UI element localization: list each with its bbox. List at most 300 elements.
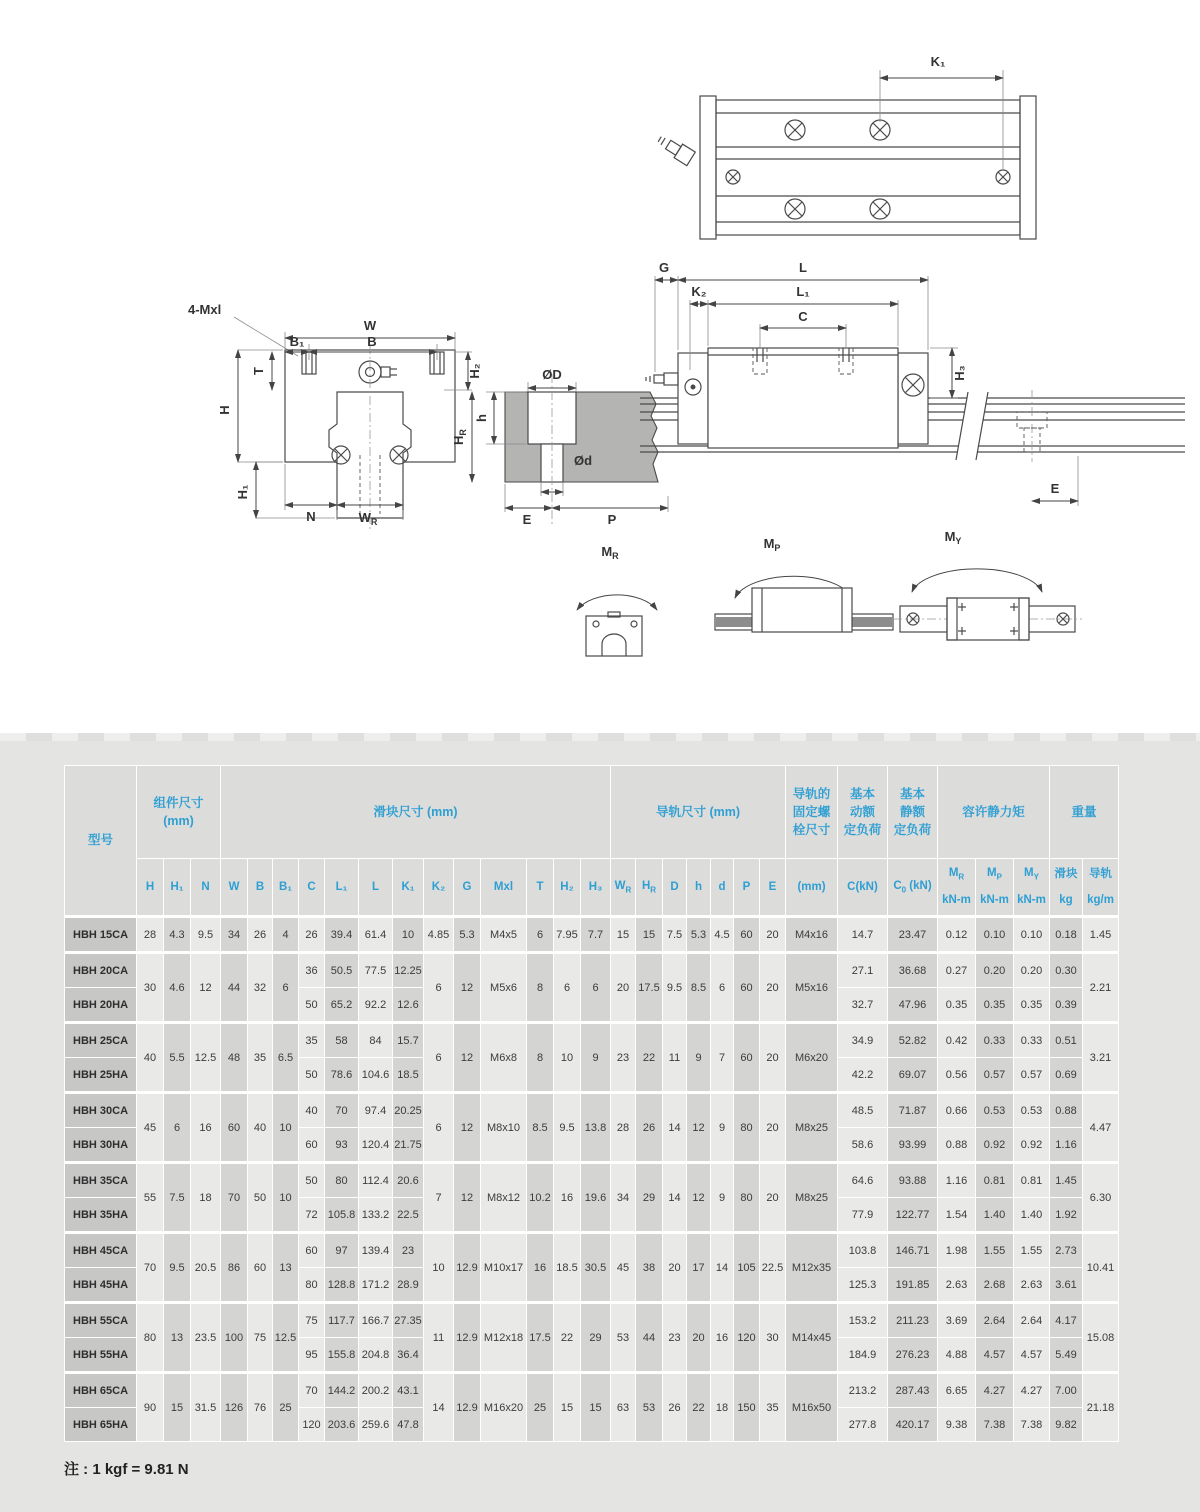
table-cell: 1.40 [1014,1198,1050,1233]
table-cell: 6.5 [273,1023,299,1093]
table-cell: 4 [273,917,299,953]
table-cell: 0.10 [976,917,1014,953]
column-header: $M_P$ kN-m [976,859,1014,917]
model-cell: HBH 20CA [65,953,137,988]
table-cell: 0.81 [976,1163,1014,1198]
table-cell: 30.5 [581,1233,611,1303]
column-header: 导轨 kg/m [1083,859,1119,917]
table-cell: 15 [581,1373,611,1442]
table-cell: 90 [137,1373,164,1442]
table-cell: 58 [325,1023,359,1058]
table-cell: 9 [581,1023,611,1093]
table-cell: 9 [711,1163,734,1233]
table-cell: 125.3 [838,1268,888,1303]
table-cell: M12x18 [481,1303,527,1373]
table-cell: 12 [454,1093,481,1163]
dim-label-wr: $W_R$ [358,510,378,527]
table-cell: 12.25 [393,953,424,988]
table-cell: 3.21 [1083,1023,1119,1093]
table-cell: 15 [554,1373,581,1442]
table-cell: 166.7 [359,1303,393,1338]
table-cell: 13 [273,1233,299,1303]
table-cell: 128.8 [325,1268,359,1303]
table-cell: 5.3 [687,917,711,953]
table-cell: 26 [299,917,325,953]
table-cell: 120 [299,1408,325,1442]
table-cell: 26 [636,1093,663,1163]
table-cell: 45 [137,1093,164,1163]
table-cell: 3.61 [1050,1268,1083,1303]
table-cell: 14 [663,1093,687,1163]
table-cell: 55 [137,1163,164,1233]
model-cell: HBH 25HA [65,1058,137,1093]
table-cell: 25 [527,1373,554,1442]
table-cell: 14.7 [838,917,888,953]
group-header: 容许静力矩 [938,766,1050,859]
table-cell: 9.82 [1050,1408,1083,1442]
table-cell: 17 [687,1233,711,1303]
column-header: T [527,859,554,917]
panel-top-stripes [0,733,1200,741]
rail-section-drawing [451,367,668,527]
dim-label-k2: K₂ [691,284,707,299]
column-header: $W_R$ [611,859,636,917]
moment-label-my: $M_Y$ [944,529,962,546]
table-cell: 146.71 [888,1233,938,1268]
table-cell: 103.8 [838,1233,888,1268]
table-cell: 38 [636,1233,663,1303]
table-cell: 30 [760,1303,786,1373]
table-cell: 17.5 [527,1303,554,1373]
column-header: L₁ [325,859,359,917]
table-cell: 52.82 [888,1023,938,1058]
table-cell: 93.88 [888,1163,938,1198]
table-cell: 40 [299,1093,325,1128]
dim-label-h-depth: h [474,414,489,422]
table-cell: M8x25 [786,1163,838,1233]
side-view-drawing [640,260,1185,506]
table-cell: 72 [299,1198,325,1233]
table-cell: 9.38 [938,1408,976,1442]
table-cell: 12 [687,1093,711,1163]
table-cell: 6 [424,1023,454,1093]
table-cell: 20 [611,953,636,1023]
model-cell: HBH 15CA [65,917,137,953]
table-cell: 39.4 [325,917,359,953]
table-cell: 60 [221,1093,248,1163]
column-header: N [191,859,221,917]
table-cell: 5.49 [1050,1338,1083,1373]
table-cell: 0.57 [976,1058,1014,1093]
table-cell: 0.53 [976,1093,1014,1128]
group-header: 基本 动额 定负荷 [838,766,888,859]
table-cell: M16x20 [481,1373,527,1442]
moment-my-drawing [893,529,1082,640]
table-cell: 78.6 [325,1058,359,1093]
dim-label-l: L [799,260,807,275]
table-cell: 133.2 [359,1198,393,1233]
table-cell: 69.07 [888,1058,938,1093]
table-cell: 70 [299,1373,325,1408]
table-cell: 12 [687,1163,711,1233]
table-cell: 0.42 [938,1023,976,1058]
moment-mp-drawing [715,536,893,632]
table-cell: 287.43 [888,1373,938,1408]
table-cell: 0.33 [1014,1023,1050,1058]
table-cell: 16 [527,1233,554,1303]
table-cell: 9.5 [191,917,221,953]
table-cell: 0.51 [1050,1023,1083,1058]
table-cell: 12.9 [454,1303,481,1373]
table-cell: 12 [454,953,481,1023]
dim-label-e2: E [1050,481,1060,496]
moment-mr-drawing [577,544,657,656]
table-cell: 60 [299,1233,325,1268]
table-cell: 0.10 [1014,917,1050,953]
table-cell: 48 [221,1023,248,1093]
table-cell: 13.8 [581,1093,611,1163]
table-cell: 10 [273,1163,299,1233]
table-cell: 7.38 [976,1408,1014,1442]
table-cell: 71.87 [888,1093,938,1128]
table-cell: 139.4 [359,1233,393,1268]
dim-label-dD: ØD [542,367,562,382]
column-header: $M_R$ kN-m [938,859,976,917]
table-cell: 21.18 [1083,1373,1119,1442]
table-cell: 16 [711,1303,734,1373]
table-cell: 20.25 [393,1093,424,1128]
table-cell: 93 [325,1128,359,1163]
table-cell: 12.6 [393,988,424,1023]
dim-label-dd: Ød [574,453,593,468]
table-cell: 16 [554,1163,581,1233]
table-cell: 7.38 [1014,1408,1050,1442]
table-cell: 23 [393,1233,424,1268]
table-cell: 213.2 [838,1373,888,1408]
table-cell: 20 [760,1163,786,1233]
table-cell: 15.7 [393,1023,424,1058]
table-cell: 1.45 [1083,917,1119,953]
table-cell: 76 [248,1373,273,1442]
table-cell: 8 [527,1023,554,1093]
table-cell: 0.30 [1050,953,1083,988]
table-cell: 7 [711,1023,734,1093]
dim-label-h2: H₂ [467,363,482,379]
table-cell: 47.96 [888,988,938,1023]
table-cell: 6 [273,953,299,1023]
table-cell: 35 [760,1373,786,1442]
table-cell: 6 [424,1093,454,1163]
column-header: D [663,859,687,917]
column-header: C(kN) [838,859,888,917]
column-header: B₁ [273,859,299,917]
table-cell: 0.18 [1050,917,1083,953]
table-cell: 259.6 [359,1408,393,1442]
table-cell: 155.8 [325,1338,359,1373]
table-cell: 191.85 [888,1268,938,1303]
table-cell: 70 [137,1233,164,1303]
table-cell: 34 [611,1163,636,1233]
table-cell: 4.17 [1050,1303,1083,1338]
table-cell: 13 [164,1303,191,1373]
table-cell: 20 [760,953,786,1023]
table-cell: M6x20 [786,1023,838,1093]
group-header: 导轨的 固定螺 栓尺寸 [786,766,838,859]
table-cell: 12.5 [273,1303,299,1373]
table-cell: 80 [137,1303,164,1373]
table-cell: 12 [454,1023,481,1093]
table-cell: 2.64 [1014,1303,1050,1338]
grease-nipple-top-icon [655,132,695,165]
table-cell: 92.2 [359,988,393,1023]
table-cell: M8x10 [481,1093,527,1163]
table-cell: 28 [137,917,164,953]
table-cell: 1.55 [1014,1233,1050,1268]
table-cell: M5x6 [481,953,527,1023]
table-cell: 9 [711,1093,734,1163]
table-cell: 203.6 [325,1408,359,1442]
table-cell: 204.8 [359,1338,393,1373]
model-cell: HBH 45HA [65,1268,137,1303]
table-cell: 9.5 [554,1093,581,1163]
table-cell: 36.4 [393,1338,424,1373]
table-cell: 50 [299,988,325,1023]
table-cell: 0.66 [938,1093,976,1128]
table-cell: 4.27 [976,1373,1014,1408]
table-cell: 104.6 [359,1058,393,1093]
dim-label-e: E [522,512,532,527]
table-cell: 17.5 [636,953,663,1023]
dim-label-hr: $H_R$ [451,429,468,445]
unit-note: 注 : 1 kgf = 9.81 N [64,1461,189,1478]
table-cell: 0.57 [1014,1058,1050,1093]
table-cell: 15 [636,917,663,953]
table-cell: 1.16 [1050,1128,1083,1163]
table-cell: 8.5 [527,1093,554,1163]
group-header: 基本 静额 定负荷 [888,766,938,859]
model-cell: HBH 35CA [65,1163,137,1198]
table-cell: 50 [248,1163,273,1233]
table-cell: 22.5 [393,1198,424,1233]
column-header: 滑块 kg [1050,859,1083,917]
dim-label-k1: K₁ [930,54,946,69]
table-cell: 10 [424,1233,454,1303]
table-cell: 420.17 [888,1408,938,1442]
table-cell: 47.8 [393,1408,424,1442]
table-cell: 11 [424,1303,454,1373]
column-header: K₁ [393,859,424,917]
table-cell: 60 [734,1023,760,1093]
column-header: $H_R$ [636,859,663,917]
table-cell: 0.56 [938,1058,976,1093]
table-cell: 276.23 [888,1338,938,1373]
table-cell: 53 [636,1373,663,1442]
table-cell: 23 [611,1023,636,1093]
table-cell: 50.5 [325,953,359,988]
table-cell: 2.73 [1050,1233,1083,1268]
table-cell: 22 [687,1373,711,1442]
table-cell: 12 [454,1163,481,1233]
table-cell: 27.35 [393,1303,424,1338]
model-cell: HBH 65CA [65,1373,137,1408]
table-cell: 100 [221,1303,248,1373]
table-cell: 75 [299,1303,325,1338]
table-cell: 0.88 [1050,1093,1083,1128]
table-cell: 70 [325,1093,359,1128]
table-cell: 29 [636,1163,663,1233]
table-cell: 9 [687,1023,711,1093]
table-cell: 150 [734,1373,760,1442]
table-cell: 80 [299,1268,325,1303]
table-cell: 6 [164,1093,191,1163]
table-cell: 15 [611,917,636,953]
model-cell: HBH 55HA [65,1338,137,1373]
table-cell: 1.45 [1050,1163,1083,1198]
table-cell: 7.5 [663,917,687,953]
table-cell: 5.5 [164,1023,191,1093]
table-cell: 20 [760,1023,786,1093]
table-cell: 30 [137,953,164,1023]
table-cell: M4x16 [786,917,838,953]
table-cell: 23 [663,1303,687,1373]
table-cell: 77.9 [838,1198,888,1233]
table-cell: 19.6 [581,1163,611,1233]
table-cell: 6.65 [938,1373,976,1408]
table-cell: 14 [663,1163,687,1233]
top-view-drawing [655,54,1036,239]
group-header: 重量 [1050,766,1119,859]
table-cell: 27.1 [838,953,888,988]
table-cell: 2.63 [938,1268,976,1303]
table-cell: 10 [273,1093,299,1163]
table-cell: 6 [554,953,581,1023]
table-cell: 36 [299,953,325,988]
spec-table [64,765,1119,1442]
table-cell: 9.5 [663,953,687,1023]
group-header: 组件尺寸 (mm) [137,766,221,859]
table-cell: 1.40 [976,1198,1014,1233]
table-cell: 44 [636,1303,663,1373]
table-cell: 80 [325,1163,359,1198]
column-header: W [221,859,248,917]
table-cell: 122.77 [888,1198,938,1233]
table-cell: 61.4 [359,917,393,953]
table-cell: 95 [299,1338,325,1373]
table-cell: 1.54 [938,1198,976,1233]
table-cell: 32 [248,953,273,1023]
table-cell: 16 [191,1093,221,1163]
column-header: (mm) [786,859,838,917]
table-cell: 0.35 [976,988,1014,1023]
table-cell: 40 [248,1093,273,1163]
table-cell: 34.9 [838,1023,888,1058]
table-cell: 93.99 [888,1128,938,1163]
table-cell: 75 [248,1303,273,1373]
group-header: 导轨尺寸 (mm) [611,766,786,859]
table-cell: M16x50 [786,1373,838,1442]
table-cell: 0.35 [1014,988,1050,1023]
model-cell: HBH 35HA [65,1198,137,1233]
table-cell: 77.5 [359,953,393,988]
table-cell: 7.7 [581,917,611,953]
dim-label-b: B [367,334,377,349]
model-cell: HBH 30CA [65,1093,137,1128]
table-cell: 6 [581,953,611,1023]
column-header: B [248,859,273,917]
table-cell: 50 [299,1163,325,1198]
table-cell: 60 [734,917,760,953]
model-cell: HBH 45CA [65,1233,137,1268]
table-cell: 97.4 [359,1093,393,1128]
table-cell: 21.75 [393,1128,424,1163]
table-cell: 58.6 [838,1128,888,1163]
front-section-drawing [188,302,482,530]
table-cell: 4.88 [938,1338,976,1373]
table-cell: 0.39 [1050,988,1083,1023]
table-cell: 0.20 [976,953,1014,988]
table-cell: 34 [221,917,248,953]
table-cell: M10x17 [481,1233,527,1303]
table-cell: 63 [611,1373,636,1442]
spec-table-wrap [64,765,1200,1442]
table-cell: 4.27 [1014,1373,1050,1408]
table-cell: 120 [734,1303,760,1373]
table-cell: 97 [325,1233,359,1268]
table-cell: 20.5 [191,1233,221,1303]
table-cell: 120.4 [359,1128,393,1163]
column-header: H₂ [554,859,581,917]
table-cell: 10.41 [1083,1233,1119,1303]
table-cell: 9.5 [164,1233,191,1303]
dim-label-h1: H₁ [235,484,250,500]
table-cell: 0.35 [938,988,976,1023]
table-cell: 86 [221,1233,248,1303]
table-cell: 184.9 [838,1338,888,1373]
table-cell: 15.08 [1083,1303,1119,1373]
table-cell: 60 [299,1128,325,1163]
table-cell: 36.68 [888,953,938,988]
dim-label-h3: H₃ [952,365,967,381]
table-cell: 5.3 [454,917,481,953]
table-cell: 8 [527,953,554,1023]
table-cell: 12 [191,953,221,1023]
table-cell: 7 [424,1163,454,1233]
table-cell: 35 [248,1023,273,1093]
table-cell: 2.68 [976,1268,1014,1303]
table-cell: 18.5 [554,1233,581,1303]
table-cell: 105.8 [325,1198,359,1233]
table-cell: 0.20 [1014,953,1050,988]
model-cell: HBH 25CA [65,1023,137,1058]
table-cell: 26 [663,1373,687,1442]
table-cell: 35 [299,1023,325,1058]
grease-nipple-side-icon [646,373,678,385]
table-cell: 4.57 [1014,1338,1050,1373]
table-cell: 10 [554,1023,581,1093]
table-cell: 0.81 [1014,1163,1050,1198]
table-cell: M5x16 [786,953,838,1023]
table-cell: 28.9 [393,1268,424,1303]
spec-panel [0,733,1200,1512]
table-cell: 1.16 [938,1163,976,1198]
table-cell: 22.5 [760,1233,786,1303]
table-cell: 6 [527,917,554,953]
column-header: K₂ [424,859,454,917]
table-cell: 200.2 [359,1373,393,1408]
table-cell: 53 [611,1303,636,1373]
table-cell: M12x35 [786,1233,838,1303]
table-cell: 1.55 [976,1233,1014,1268]
